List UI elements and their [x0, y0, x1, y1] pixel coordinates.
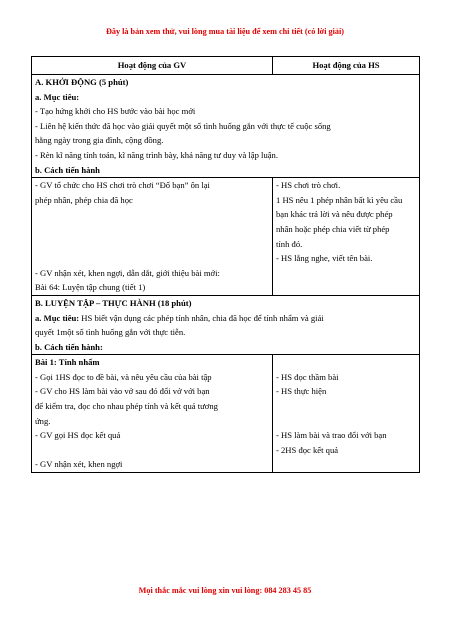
gv-spacer — [35, 443, 269, 458]
hs-line: - HS lắng nghe, viết tên bài. — [276, 253, 373, 264]
section-b-objective-line2: quyết 1một số tình huống gắn với thực tiễn. — [35, 327, 186, 338]
hs-line: tính đó. — [276, 238, 303, 249]
hs-line: nhân hoặc phép chia viết từ phép — [276, 223, 390, 234]
header-gv: Hoạt động của GV — [32, 57, 273, 75]
section-b-objective-text: HS biết vận dụng các phép tính nhân, chia đã học để tính nhẩm và giải — [79, 312, 324, 323]
gv-line: - GV cho HS làm bài vào vở sau đó đổi vở với bạn — [35, 386, 210, 397]
table-header-row — [32, 57, 420, 75]
section-a-hs-cell — [273, 178, 420, 296]
section-a-objective-line: - Rèn kĩ năng tính toán, kĩ năng trình bày, khả năng tư duy và lập luận. — [35, 149, 279, 160]
section-a-objective-line: - Liên hệ kiến thức đã học vào giải quyết một số tình huống gắn với thực tế cuộc sống — [35, 120, 331, 131]
section-b-activity-row — [32, 355, 420, 473]
section-b-hs-cell — [273, 355, 420, 473]
gv-spacer — [35, 207, 269, 222]
section-a-procedure-label: b. Cách tiến hành — [35, 164, 100, 175]
preview-banner: Đây là bản xem thử, vui lòng mua tài liệu để xem chi tiết (có lời giải) — [105, 27, 344, 36]
section-a-row — [32, 75, 420, 178]
hs-spacer — [276, 414, 416, 429]
section-b-row — [32, 295, 420, 354]
section-b-procedure-label: b. Cách tiến hành: — [35, 341, 103, 352]
section-b-objective — [35, 311, 416, 326]
gv-line: - GV tổ chức cho HS chơi trò chơi “Đố bạn” ôn lại — [35, 180, 210, 191]
gv-line: - GV nhận xét, khen ngợi, dẫn dắt, giới thiệu bài mới: — [35, 267, 220, 278]
hs-line: - HS chơi trò chơi. — [276, 180, 341, 191]
exercise-1-title: Bài 1: Tính nhẩm — [35, 357, 100, 368]
hs-line: - HS làm bài và trao đổi với bạn — [276, 430, 387, 441]
section-a-objective-label: a. Mục tiêu: — [35, 91, 80, 102]
hs-line: - HS đọc thầm bài — [276, 371, 339, 382]
gv-line: - Gọi 1HS đọc to đề bài, và nêu yêu cầu của bài tập — [35, 371, 212, 382]
hs-spacer — [276, 399, 416, 414]
gv-line: Bài 64: Luyện tập chung (tiết 1) — [35, 282, 146, 293]
section-a-gv-cell — [32, 178, 273, 296]
gv-line: - GV nhận xét, khen ngợi — [35, 459, 123, 470]
hs-line: - HS thực hiện — [276, 386, 327, 397]
contact-banner: Mọi thắc mắc vui lòng xin vui lòng: 084 283 45 85 — [138, 586, 312, 595]
section-a-intro — [32, 75, 420, 178]
section-a-objective-line: hằng ngày trong gia đình, cộng đồng. — [35, 135, 164, 146]
gv-spacer — [35, 251, 269, 266]
hs-line: 1 HS nêu 1 phép nhân bất kì yêu cầu — [276, 194, 403, 205]
section-a-activity-row — [32, 178, 420, 296]
section-b-gv-cell — [32, 355, 273, 473]
section-a-title: A. KHỞI ĐỘNG (5 phút) — [35, 77, 129, 87]
section-b-intro — [32, 295, 420, 354]
section-b-objective-label: a. Mục tiêu: — [35, 312, 80, 323]
gv-line: - GV gọi HS đọc kết quả — [35, 430, 121, 441]
header-hs: Hoạt động của HS — [273, 57, 420, 75]
section-a-objective-line: - Tạo hứng khởi cho HS bước vào bài học mới — [35, 106, 196, 117]
gv-line: ứng. — [35, 415, 51, 426]
hs-spacer — [276, 355, 416, 370]
gv-spacer — [35, 222, 269, 237]
gv-spacer — [35, 237, 269, 252]
hs-line: - 2HS đọc kết quả — [276, 444, 339, 455]
gv-line: phép nhân, phép chia đã học — [35, 194, 133, 205]
section-b-title: B. LUYỆN TẬP – THỰC HÀNH (18 phút) — [35, 297, 192, 308]
gv-line: để kiểm tra, đọc cho nhau phép tính và kết quả tương — [35, 401, 218, 412]
lesson-plan-table — [31, 56, 420, 473]
hs-line: bạn khác trả lời và nêu được phép — [276, 209, 393, 220]
